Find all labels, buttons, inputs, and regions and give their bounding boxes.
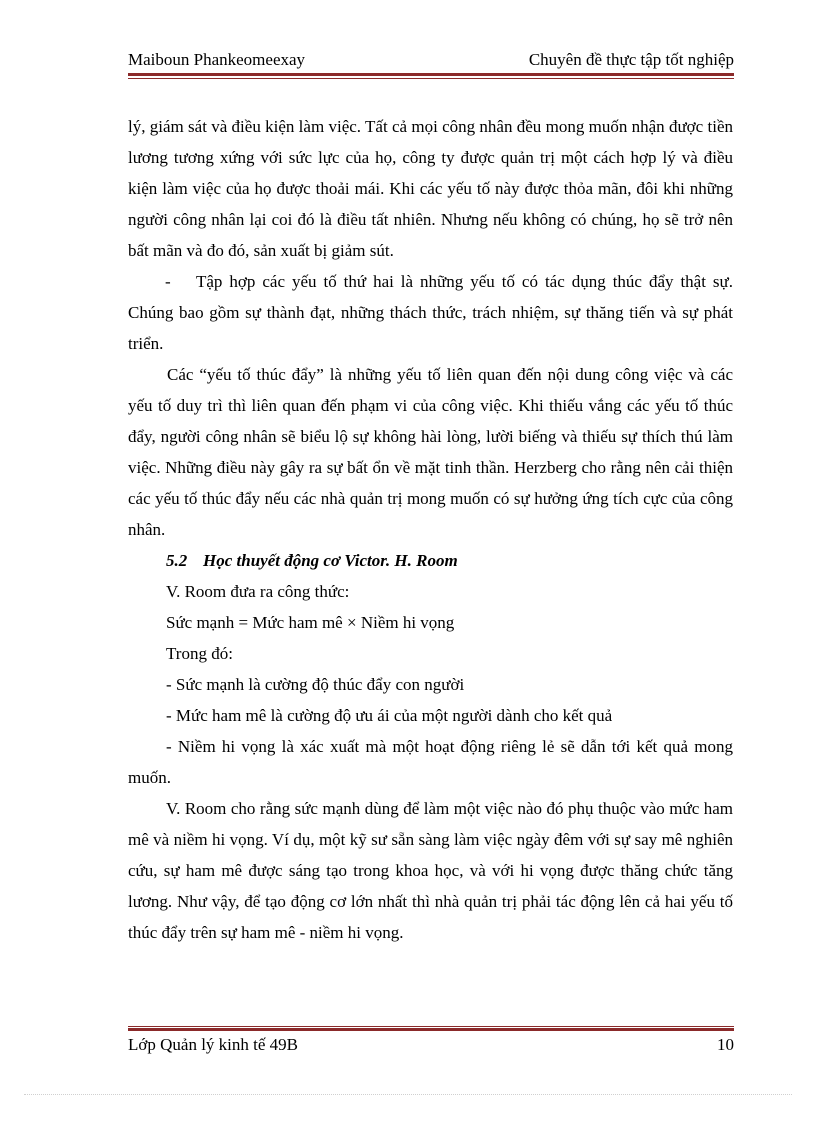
paragraph-1: lý, giám sát và điều kiện làm việc. Tất cả mọi công nhân đều mong muốn nhận được tiền lương tương xứng với sức lực của họ, công ty được quản trị một cách hợp lý và điều kiện làm việc của họ được thoải mái. Khi các yếu tố này được thỏa mãn, đôi khi những người công nhân lại coi đó là điều tất nhiên. Nhưng nếu không có chúng, họ sẽ trở nên bất mãn và đo đó, sản xuất bị giảm sút. xyxy=(128,117,733,260)
line-def-strength: - Sức mạnh là cường độ thúc đẩy con người xyxy=(166,675,465,694)
page-header xyxy=(128,48,734,72)
line-formula-intro: V. Room đưa ra công thức: xyxy=(166,582,350,601)
footer-rule-thin xyxy=(128,1026,734,1027)
paragraph-2 xyxy=(128,266,733,359)
header-rule-thick xyxy=(128,73,734,76)
page-bottom-divider xyxy=(24,1094,792,1095)
line-def-valence: - Mức ham mê là cường độ ưu ái của một người dành cho kết quả xyxy=(166,706,613,725)
footer-class: Lớp Quản lý kinh tế 49B xyxy=(128,1035,298,1054)
line-formula: Sức mạnh = Mức ham mê × Niềm hi vọng xyxy=(166,613,455,632)
header-rule-thin xyxy=(128,78,734,79)
section-heading xyxy=(128,545,733,576)
line-def-expectancy: - Niềm hi vọng là xác xuất mà một hoạt động riêng lẻ sẽ dẫn tới kết quả mong muốn. xyxy=(128,737,733,787)
page-body xyxy=(128,111,733,948)
paragraph-3: Các “yếu tố thúc đẩy” là những yếu tố liên quan đến nội dung công việc và các yếu tố duy trì thì liên quan đến phạm vi của công việc. Khi thiếu vắng các yếu tố thúc đẩy, người công nhân sẽ biểu lộ sự không hài lòng, lười biếng và thiếu sự thích thú làm việc. Những điều này gây ra sự bất ổn về mặt tinh thần. Herzberg cho rằng nên cải thiện các yếu tố thúc đẩy nếu các nhà quản trị mong muốn có sự hưởng ứng tích cực của công nhân. xyxy=(128,365,733,539)
line-where: Trong đó: xyxy=(166,644,233,663)
page-number: 10 xyxy=(717,1035,734,1054)
paragraph-2-text: Tập hợp các yếu tố thứ hai là những yếu tố có tác dụng thúc đẩy thật sự. Chúng bao gồm sự thành đạt, những thách thức, trách nhiệm, sự thăng tiến và sự phát triển. xyxy=(128,272,733,353)
dash-marker: - xyxy=(165,272,171,291)
footer-rule-thick xyxy=(128,1028,734,1031)
section-number: 5.2 xyxy=(166,551,188,570)
section-title: Học thuyết động cơ Victor. H. Room xyxy=(203,551,458,570)
page-footer xyxy=(128,1033,734,1057)
header-title: Chuyên đề thực tập tốt nghiệp xyxy=(528,50,734,69)
header-author: Maiboun Phankeomeexay xyxy=(128,50,306,69)
paragraph-conclusion: V. Room cho rằng sức mạnh dùng để làm một việc nào đó phụ thuộc vào mức ham mê và niềm hi vọng. Ví dụ, một kỹ sư sẵn sàng làm việc ngày đêm với sự say mê nghiên cứu, sự ham mê được sáng tạo trong khoa học, và với hi vọng được thăng chức tăng lương. Như vậy, để tạo động cơ lớn nhất thì nhà quản trị phải tác động lên cả hai yếu tố thúc đẩy trên sự ham mê - niềm hi vọng. xyxy=(128,799,733,942)
